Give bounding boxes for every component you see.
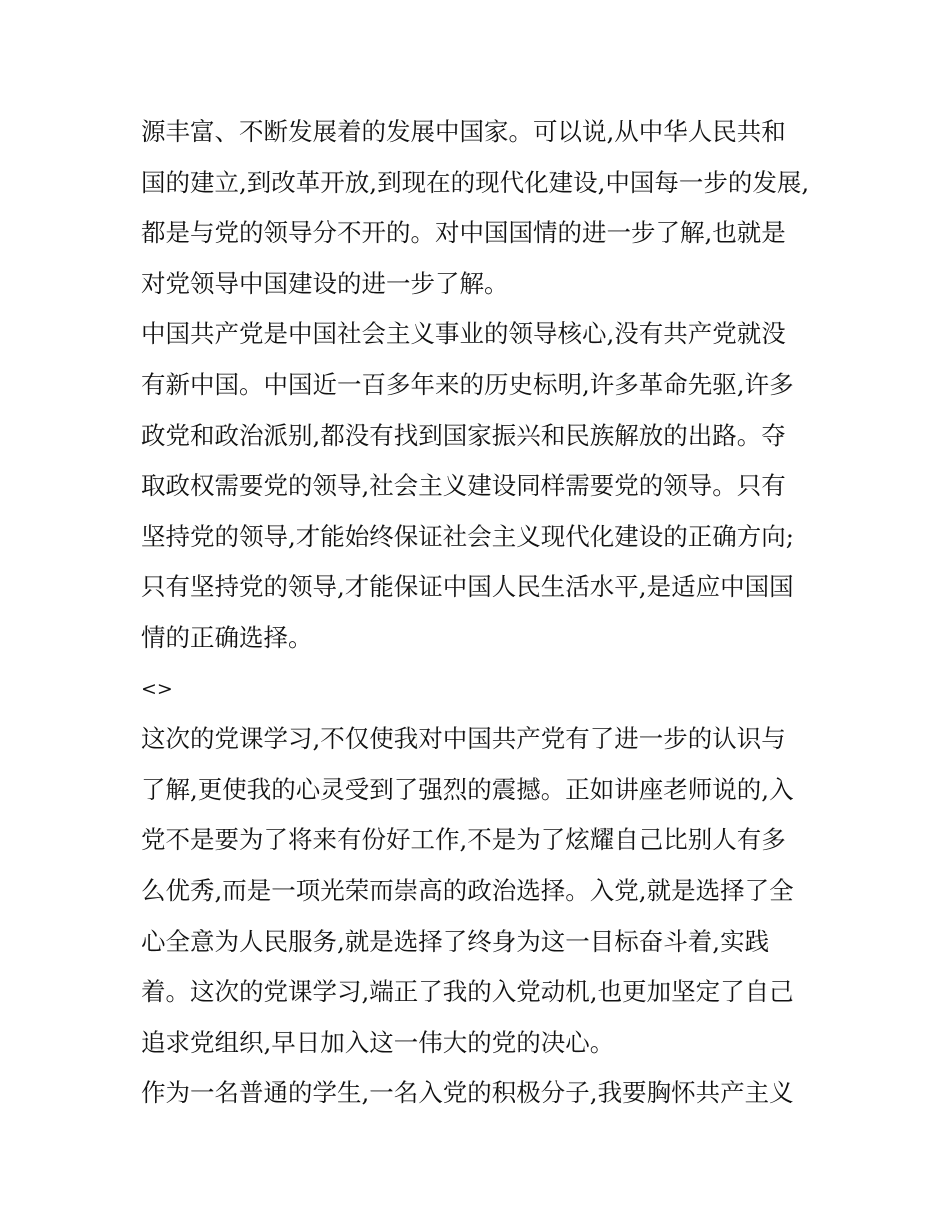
text-line: 都是与党的领导分不开的。对中国国情的进一步了解,也就是 — [141, 218, 786, 248]
text-line: 中国共产党是中国社会主义事业的领导核心,没有共产党就没 — [141, 319, 786, 349]
text-line: 么优秀,而是一项光荣而崇高的政治选择。入党,就是选择了全 — [141, 875, 794, 905]
document-body — [141, 107, 811, 1119]
text-line: 源丰富、不断发展着的发展中国家。可以说,从中华人民共和 — [141, 117, 786, 146]
text-line: 了解,更使我的心灵受到了强烈的震撼。正如讲座老师说的,入 — [141, 774, 794, 804]
text-line: 这次的党课学习,不仅使我对中国共产党有了进一步的认识与 — [141, 724, 786, 754]
text-line: 有新中国。中国近一百多年来的历史标明,许多革命先驱,许多 — [141, 369, 794, 399]
text-line: 只有坚持党的领导,才能保证中国人民生活水平,是适应中国国 — [141, 572, 794, 602]
text-line: 追求党组织,早日加入这一伟大的党的决心。 — [141, 1027, 615, 1057]
text-line: 国的建立,到改革开放,到现在的现代化建设,中国每一步的发展, — [141, 167, 810, 197]
text-line: 着。这次的党课学习,端正了我的入党动机,也更加坚定了自己 — [141, 977, 794, 1007]
text-line: 情的正确选择。 — [141, 622, 313, 652]
text-line: 取政权需要党的领导,社会主义建设同样需要党的领导。只有 — [141, 471, 786, 501]
text-line: 坚持党的领导,才能始终保证社会主义现代化建设的正确方向; — [141, 521, 795, 551]
text-line: 党不是要为了将来有份好工作,不是为了炫耀自己比别人有多 — [141, 825, 786, 855]
text-line: 对党领导中国建设的进一步了解。 — [141, 268, 509, 298]
text-line: 心全意为人民服务,就是选择了终身为这一目标奋斗着,实践 — [141, 926, 770, 956]
section-marker: <> — [141, 677, 173, 700]
text-line: 作为一名普通的学生,一名入党的积极分子,我要胸怀共产主义 — [141, 1078, 794, 1108]
text-line: 政党和政治派别,都没有找到国家振兴和民族解放的出路。夺 — [141, 420, 786, 450]
